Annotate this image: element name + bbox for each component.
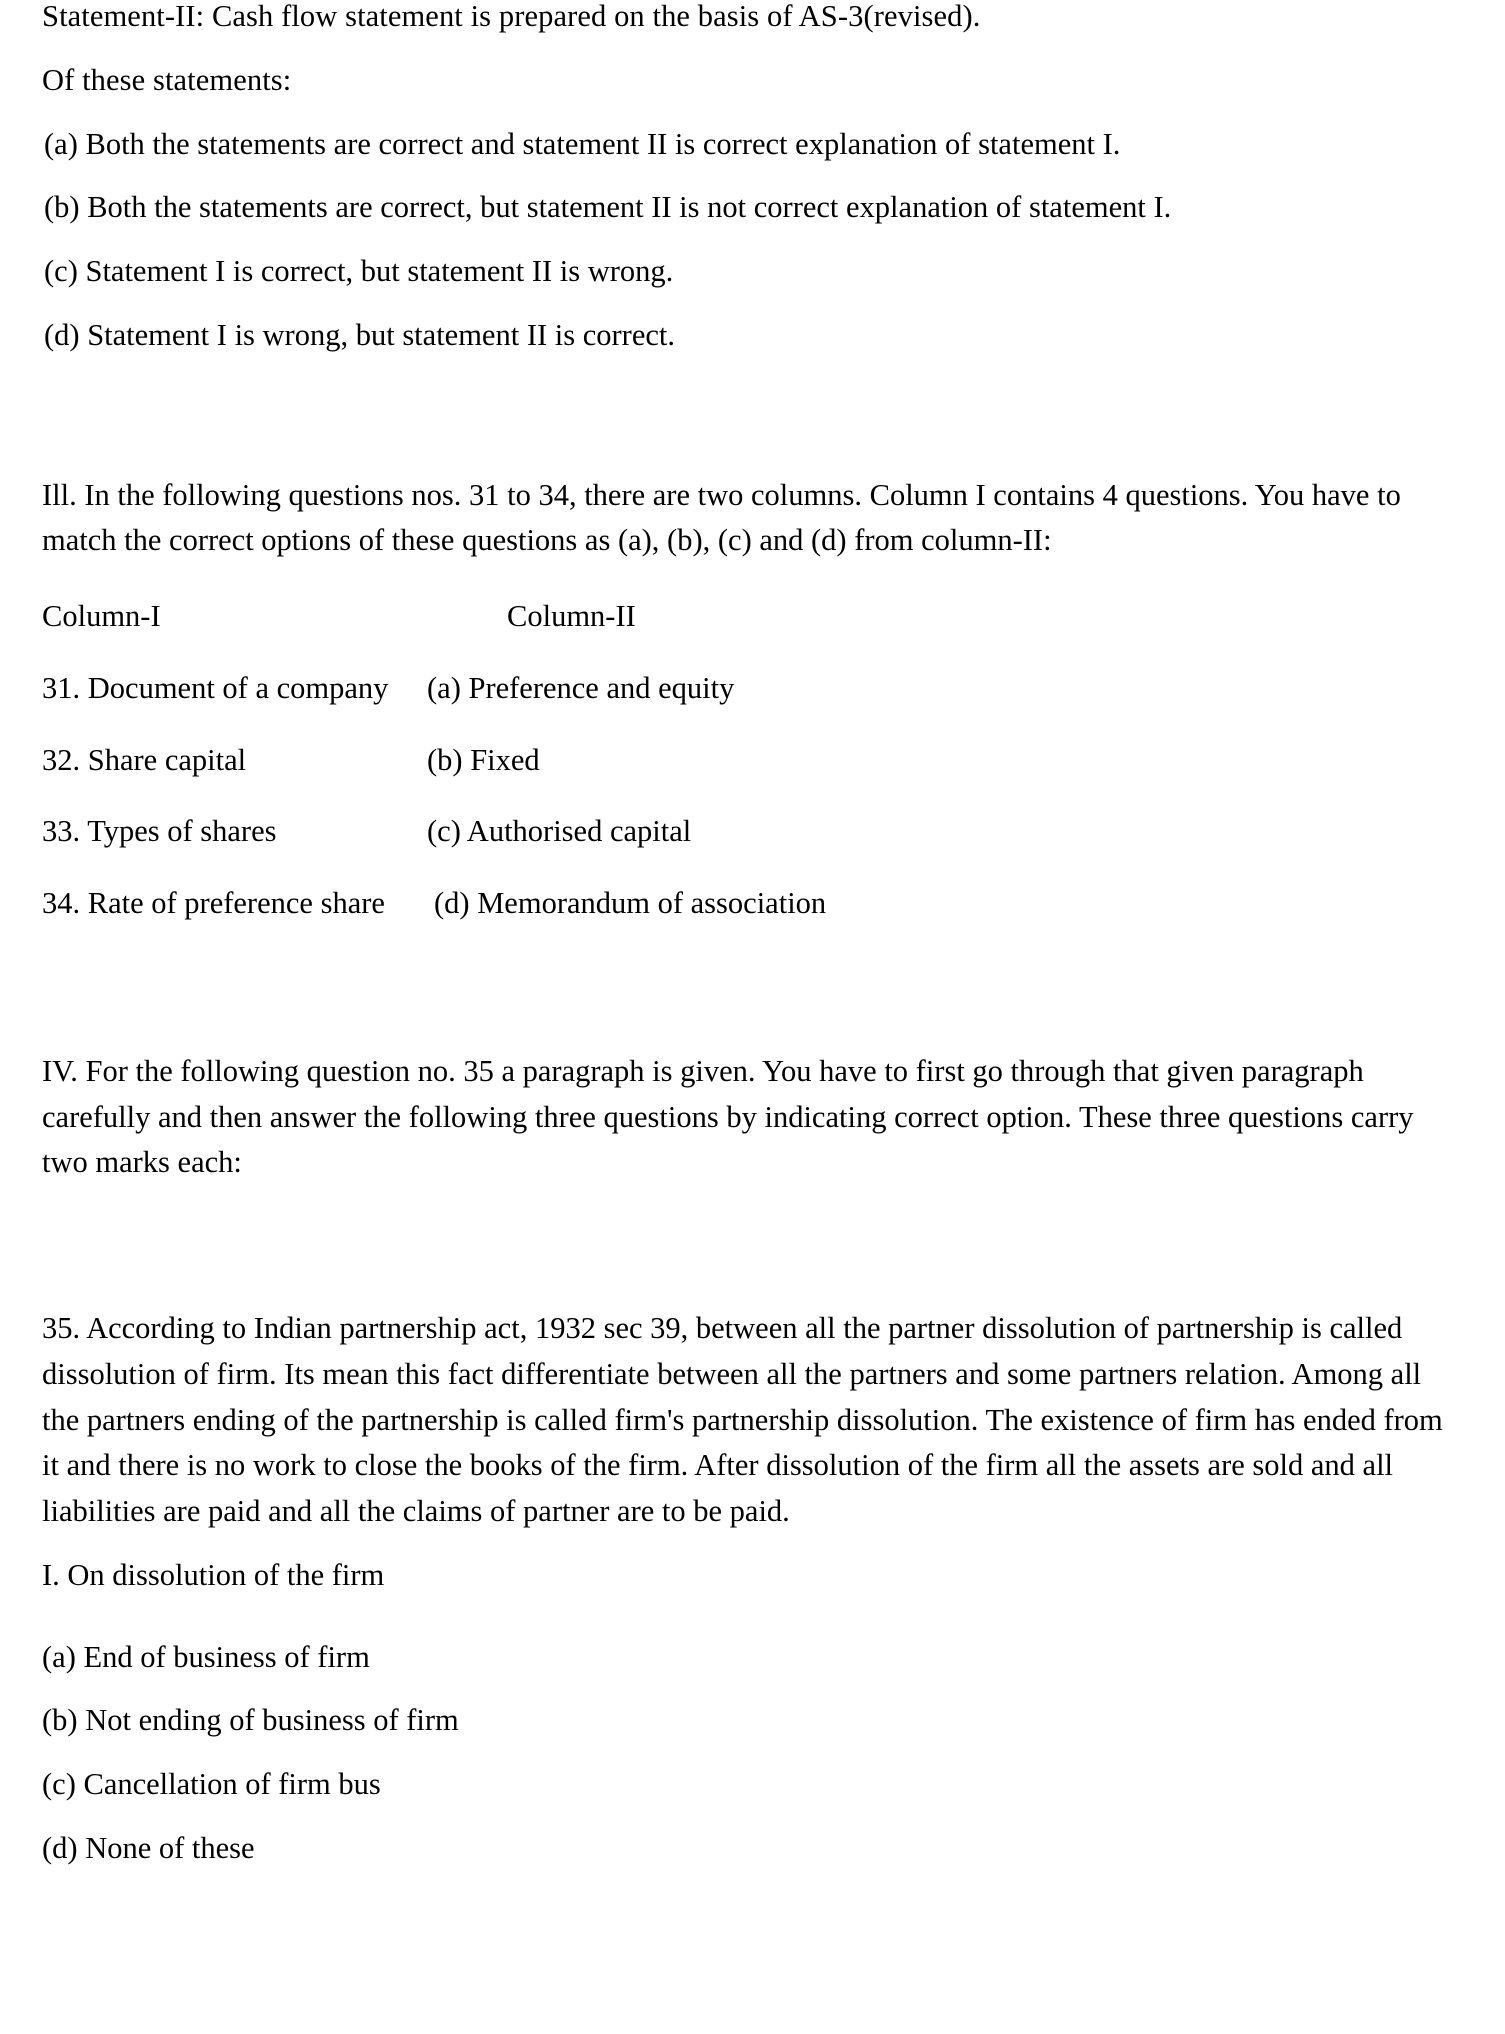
statement-option-b: (b) Both the statements are correct, but statement II is not correct explanation of statement I. bbox=[44, 190, 1172, 225]
table-row bbox=[42, 666, 1461, 712]
of-these-statements-lead-in: Of these statements: bbox=[42, 62, 292, 97]
section-four-instruction: IV. For the following question no. 35 a paragraph is given. You have to first go through that given paragraph carefully and then answer the following three questions by indicating correct option. These three questions carry two marks each: bbox=[42, 1053, 1414, 1180]
match-right-b: (b) Fixed bbox=[427, 742, 540, 777]
spacer bbox=[42, 1186, 1461, 1306]
match-left-32: 32. Share capital bbox=[42, 742, 247, 777]
spacer bbox=[42, 40, 1461, 58]
question-35-option-a: (a) End of business of firm bbox=[42, 1639, 370, 1674]
statement-options-list bbox=[42, 122, 1461, 359]
question-35-option-d: (d) None of these bbox=[42, 1830, 255, 1865]
match-right-d: (d) Memorandum of association bbox=[434, 886, 827, 920]
table-row bbox=[42, 738, 1461, 784]
table-row bbox=[42, 881, 1461, 927]
question-35-passage: 35. According to Indian partnership act, 1932 sec 39, between all the partner dissolution of partnership is called dissolution of firm. Its mean this fact differentiate between all the partners and some partners relation. Among all the partners ending of the partnership is called firm's partnership dissolution. The existence of firm has ended from it and there is no work to close the books of the firm. After dissolution of the firm all the assets are sold and all liabilities are paid and all the claims of partner are to be paid. bbox=[42, 1311, 1443, 1528]
question-35-sub-question-1: I. On dissolution of the firm bbox=[42, 1557, 385, 1592]
spacer bbox=[42, 1535, 1461, 1553]
question-35-option-c: (c) Cancellation of firm bus bbox=[42, 1767, 381, 1801]
match-left-34: 34. Rate of preference share bbox=[42, 886, 385, 920]
column-one-header: Column-I bbox=[42, 599, 161, 633]
match-left-31: 31. Document of a company bbox=[42, 670, 389, 705]
match-right-c: (c) Authorised capital bbox=[427, 814, 692, 849]
column-two-header: Column-II bbox=[507, 599, 636, 633]
matching-columns-header bbox=[42, 594, 1461, 640]
statement-option-a: (a) Both the statements are correct and statement II is correct explanation of statement I. bbox=[44, 126, 1121, 161]
spacer bbox=[42, 564, 1461, 594]
spacer bbox=[42, 1617, 1461, 1635]
table-row bbox=[42, 809, 1461, 855]
section-three-instruction: Ill. In the following questions nos. 31 to 34, there are two columns. Column I contains 4 questions. You have to match the correct options of these questions as (a), (b), (c) and (d) from column-II: bbox=[42, 477, 1401, 558]
spacer bbox=[42, 953, 1461, 1049]
match-left-33: 33. Types of shares bbox=[42, 814, 277, 849]
question-35-option-b: (b) Not ending of business of firm bbox=[42, 1703, 459, 1738]
statement-option-c: (c) Statement I is correct, but statement II is wrong. bbox=[44, 254, 674, 288]
matching-columns-table bbox=[42, 666, 1461, 927]
spacer bbox=[42, 377, 1461, 473]
clipped-statement-line: Statement-II: Cash flow statement is prepared on the basis of AS-3(revised). bbox=[42, 0, 981, 33]
spacer bbox=[42, 104, 1461, 122]
match-right-a: (a) Preference and equity bbox=[427, 670, 735, 705]
question-35-options-list bbox=[42, 1635, 1461, 1872]
statement-option-d: (d) Statement I is wrong, but statement II is correct. bbox=[44, 317, 675, 352]
